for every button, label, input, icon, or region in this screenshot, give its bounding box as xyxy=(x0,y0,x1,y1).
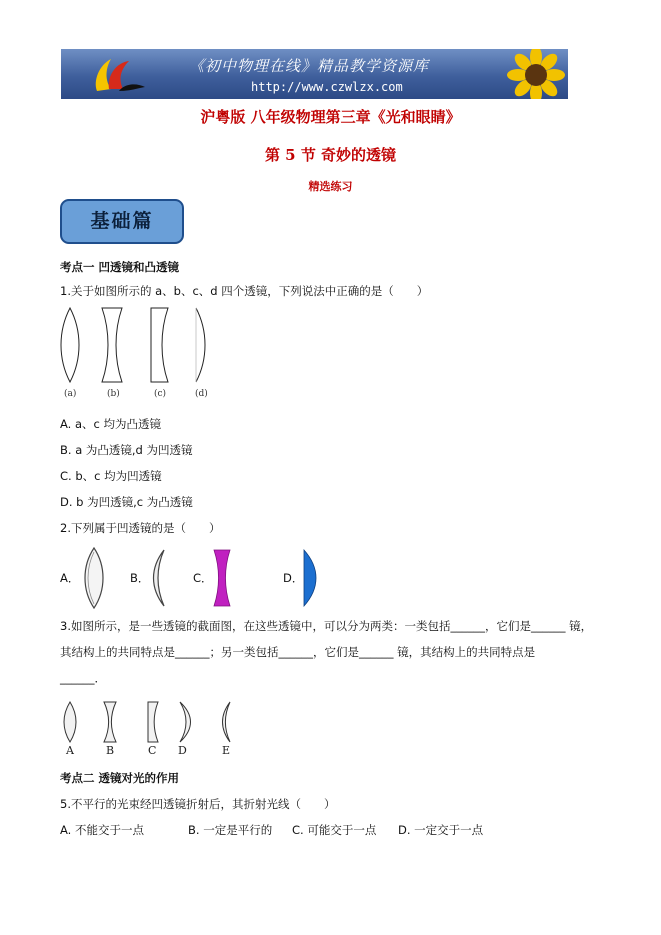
q2-lens-c xyxy=(212,548,232,608)
question-3-line-3: ______． xyxy=(60,671,106,685)
q1-option-a[interactable]: A. a、c 均为凸透镜 xyxy=(60,417,162,431)
q3-figure-label-c: C xyxy=(148,744,157,757)
q5-option-d[interactable]: D. 一定交于一点 xyxy=(398,823,484,837)
sunflower-icon xyxy=(501,49,568,99)
lens-figure-q1 xyxy=(58,306,218,384)
q3-figure-label-a: A xyxy=(66,744,74,757)
topic-heading-1: 考点一 凹透镜和凸透镜 xyxy=(60,260,180,274)
q5-option-c[interactable]: C. 可能交于一点 xyxy=(292,823,377,837)
logo-icon xyxy=(89,53,149,95)
figure-label-d: (d) xyxy=(195,389,208,399)
q2-option-d[interactable]: D． xyxy=(283,571,304,585)
q1-option-d[interactable]: D. b 为凹透镜,c 为凸透镜 xyxy=(60,495,193,509)
question-2-stem: 2.下列属于凹透镜的是（ ） xyxy=(60,521,221,535)
topic-heading-2: 考点二 透镜对光的作用 xyxy=(60,771,180,785)
banner-url: http://www.czwlzx.com xyxy=(251,80,403,94)
q3-figure-label-e: E xyxy=(222,744,231,757)
q2-lens-a xyxy=(80,546,108,610)
figure-label-b: (b) xyxy=(107,389,120,399)
q2-lens-d xyxy=(300,548,320,608)
figure-label-a: (a) xyxy=(64,389,77,399)
q2-lens-b xyxy=(148,548,168,608)
q3-figure-label-d: D xyxy=(178,744,187,757)
q5-option-a[interactable]: A. 不能交于一点 xyxy=(60,823,144,837)
document-title: 沪粤版 八年级物理第三章《光和眼睛》 xyxy=(200,108,461,126)
q3-figure-label-b: B xyxy=(106,744,115,757)
section-title: 第 5 节 奇妙的透镜 xyxy=(264,146,397,164)
question-1-stem: 1.关于如图所示的 a、b、c、d 四个透镜，下列说法中正确的是（ ） xyxy=(60,284,429,298)
q2-option-a[interactable]: A． xyxy=(60,571,80,585)
figure-label-c: (c) xyxy=(154,389,167,399)
level-badge: 基础篇 xyxy=(60,199,184,244)
q5-option-b[interactable]: B. 一定是平行的 xyxy=(188,823,273,837)
q1-option-c[interactable]: C. b、c 均为凹透镜 xyxy=(60,469,162,483)
header-banner xyxy=(61,49,568,99)
q2-option-c[interactable]: C． xyxy=(193,571,213,585)
lens-figure-q3 xyxy=(58,700,238,744)
q1-option-b[interactable]: B. a 为凸透镜,d 为凹透镜 xyxy=(60,443,193,457)
banner-title: 《初中物理在线》精品教学资源库 xyxy=(189,57,430,75)
q2-option-b[interactable]: B． xyxy=(130,571,150,585)
subtitle: 精选练习 xyxy=(308,180,353,193)
question-5-stem: 5.不平行的光束经凹透镜折射后，其折射光线（ ） xyxy=(60,797,336,811)
question-3-line-1: 3.如图所示，是一些透镜的截面图，在这些透镜中，可以分为两类：一类包括______，它们是______ 镜， xyxy=(60,619,593,633)
question-3-line-2: 其结构上的共同特点是______；另一类包括______，它们是______ 镜，其结构上的共同特点是 xyxy=(60,645,536,659)
